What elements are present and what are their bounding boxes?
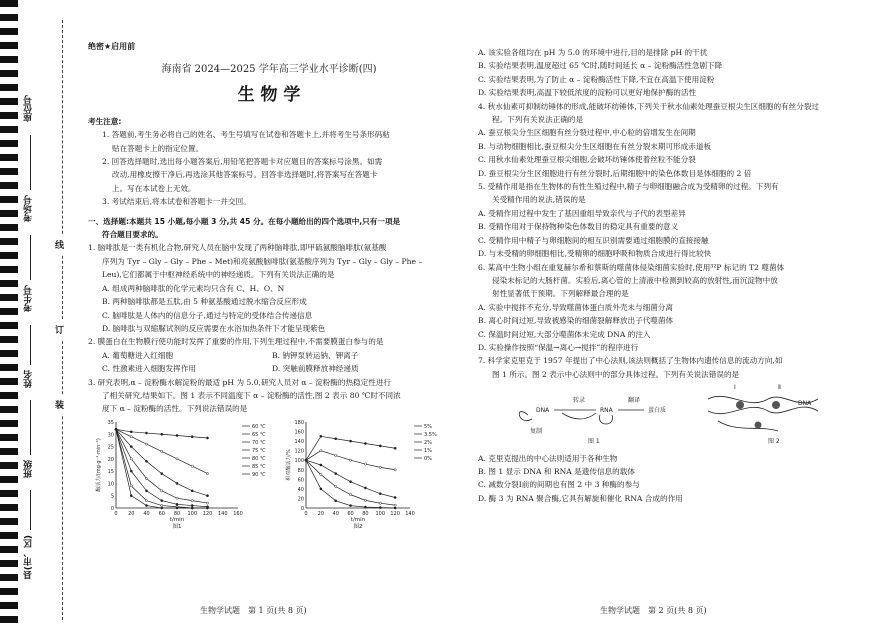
fig1-replicate: 复制 [530,428,543,436]
q5-line: 关受精作用的说法,错误的是 [492,195,586,205]
fig1-dna: DNA [536,407,550,415]
reverse-transcription-arrow [562,413,596,419]
x-tick-label: 20 [317,510,325,517]
fig1-protein: 蛋白质 [648,407,667,415]
data-point [349,480,351,482]
q3-option: D. 实验结果表明,高温下较低浓度的淀粉可以更好地保护酶的活性 [478,88,697,98]
rna-replication-arrow [599,415,612,424]
note-line: 1. 答题前,考生务必将自己的姓名、考生号填写在试卷和答题卡上,并将考生号条形码粘 [102,130,390,140]
data-point [161,499,163,501]
data-point [130,445,132,447]
q5-option: A. 受精作用过程中发生了基因重组导致亲代与子代的表型差异 [478,208,686,218]
data-point [335,454,337,456]
x-axis-label: t/min [350,516,366,523]
x-tick-label: 80 [362,510,369,517]
legend-entry: 3.5% [424,431,437,438]
fig2-label-ii: Ⅱ [778,384,781,392]
data-point [191,499,193,501]
fig1-translate: 翻译 [628,397,641,405]
data-point [320,449,322,451]
data-point [320,464,322,466]
question-1 [88,241,450,335]
legend-entry: 2% [424,439,432,446]
x-tick-label: 120 [202,510,213,517]
data-point [364,506,366,508]
secret-label: 绝密★启用前 [88,42,136,51]
data-point [145,443,147,445]
q1-line: 1. 脑啡肽是一类有机化合物,研究人员在脑中发现了两种脑啡肽,即甲硫氨酸脑啡肽(氨基酸 [88,243,387,253]
x-tick-label: 0 [114,510,118,517]
x-tick-label: 0 [304,510,308,517]
data-point [161,489,163,491]
fig1-caption: 图 1 [588,438,600,446]
x-tick-label: 120 [390,510,400,517]
data-point [161,450,163,452]
y-tick-label: 140 [294,438,304,445]
q3-option: C. 实验结果表明,为了防止 α – 淀粉酶活性下降,不宜在高温下使用淀粉 [478,74,715,84]
data-point [206,437,208,439]
legend-entry: 0% [424,455,432,462]
data-point [145,432,147,434]
data-point [161,433,163,435]
data-point [364,442,366,444]
legend-entry: 5% [424,423,432,430]
fig2-rna-strand [718,421,778,431]
fig2-strand-bottom [708,407,818,414]
q1-option: B. 两种脑啡肽都是五肽,由 5 种氨基酸通过脱水缩合反应形成 [102,297,307,307]
x-tick-label: 100 [375,510,386,517]
cut-mark-line: 线 [55,235,64,254]
data-point [394,496,396,498]
field-county: 县(市、区) [24,535,34,580]
data-point [115,428,117,430]
data-point [176,507,178,509]
q3-line: 度下 α – 淀粉酶的活性。下列说法错误的是 [102,404,248,414]
y-tick-label: 180 [294,419,304,426]
q1-line: Leu),它们都属于中枢神经系统中的神经递质。下列有关说法正确的是 [102,270,335,280]
y-tick-label: 60 [297,477,304,484]
q4-option: C. 用秋水仙素处理蚕豆根尖细胞,会破坏纺锤体使着丝粒不能分裂 [478,155,696,165]
field-line [30,235,31,280]
data-point [379,506,381,508]
data-point [206,502,208,504]
y-axis-label: 酶活力/(mg·g⁻¹·min⁻¹) [96,437,102,492]
q1-option: C. 脑啡肽是人体内的信息分子,通过与特定的受体结合传递信息 [102,310,313,320]
data-point [379,492,381,494]
field-line [30,490,31,530]
field-room: 考场号 [24,195,34,222]
legend-entry: 1% [424,447,432,454]
q4-option: D. 蚕豆根尖分生区细胞进行有丝分裂时,后期细胞中的染色体数目是体细胞的 2 倍 [478,168,752,178]
q6-option: B. 离心时间过短,导致被感染的细菌裂解释放出子代噬菌体 [478,316,674,326]
q2-option-c: C. 性激素进入细胞发挥作用 [102,364,196,374]
q5-option: D. 与未受精的卵细胞相比,受精卵的细胞呼吸和物质合成进行得比较快 [478,249,712,259]
data-point [394,507,396,509]
data-point [161,504,163,506]
q6-option: C. 保温时间过短,大部分噬菌体未完成 DNA 的注入 [478,329,651,339]
data-point [145,460,147,462]
x-tick-label: 160 [233,510,243,517]
data-point [191,507,193,509]
chart-caption: 图2 [353,523,363,530]
q4-option: B. 与动物细胞相比,蚕豆根尖分生区细胞在有丝分裂末期可形成赤道板 [478,141,712,151]
data-point [394,447,396,449]
data-point [176,434,178,436]
data-point [305,459,307,461]
data-point [335,485,337,487]
data-point [206,507,208,509]
y-tick-label: 20 [297,496,304,503]
data-point [394,468,396,470]
fig1-rna: RNA [600,407,613,415]
footer-right: 生物学试题 第 2 页(共 8 页) [600,606,707,615]
series-line [306,460,395,497]
data-point [130,485,132,487]
note-line: 贴在答题卡上的指定位置。 [112,143,204,153]
left-column [88,40,450,538]
x-tick-label: 20 [128,510,135,517]
q6-line: 侵染未标记的大肠杆菌。实验后,离心管的上清液中检测到较高的放射性,而沉淀物中放 [492,275,778,285]
y-tick-label: 30 [107,432,114,439]
q5-line: 5. 受精作用是指在生物体的有性生殖过程中,精子与卵细胞融合成为受精卵的过程。下列有 [478,182,779,192]
data-point [335,499,337,501]
data-point [145,489,147,491]
chart-2 [285,420,437,530]
data-point [145,477,147,479]
note-line: 2. 回答选择题时,选出每小题答案后,用铅笔把答题卡对应题目的答案标号涂黑。如需 [102,157,383,167]
x-tick-label: 40 [143,510,150,517]
y-tick-label: 100 [294,457,304,464]
y-tick-label: 15 [107,468,114,475]
fig2-caption: 图 2 [768,438,780,446]
data-point [206,472,208,474]
right-column [478,46,850,505]
data-point [191,435,193,437]
data-point [379,502,381,504]
data-point [176,497,178,499]
data-point [320,473,322,475]
q4-option: A. 蚕豆根尖分生区细胞有丝分裂过程中,中心粒的倍增发生在间期 [478,128,696,138]
q7-option: C. 减数分裂Ⅰ前的间期也有图 2 中 3 种酶的参与 [478,480,640,490]
data-point [191,489,193,491]
q7-figures [478,381,850,447]
footer-left: 生物学试题 第 1 页(共 8 页) [200,606,307,615]
q6-option: D. 实验操作按照“保温→离心→搅拌”的程序进行 [478,342,639,352]
y-axis-label: 相对酶活力/% [286,449,292,481]
data-point [379,466,381,468]
q4-line: 4. 秋水仙素可抑制纺锤体的形成,能破坏纺锤体,下列关于秋水仙素处理蚕豆根尖生区细胞的有丝分裂过 [478,101,820,111]
q6-option: A. 实验中搅拌不充分,导致噬菌体蛋白质外壳未与细菌分离 [478,302,673,312]
data-point [130,494,132,496]
series-line [116,429,208,506]
q4-line: 程。下列有关说法正确的是 [492,115,584,125]
chart-caption: 图1 [172,523,182,530]
legend-entry: 80 ℃ [252,455,266,462]
data-point [364,487,366,489]
data-point [349,493,351,495]
legend-entry: 85 ℃ [252,463,266,470]
data-point [145,504,147,506]
q5-option: C. 受精作用中精子与卵细胞间的相互识别需要通过细胞膜的直接接触 [478,235,709,245]
data-point [191,504,193,506]
data-point [379,445,381,447]
data-point [191,465,193,467]
q7-line: 7. 科学家克里克于 1957 年提出了中心法则,该法则概括了生物体内遗传信息的流动方向,如 [478,356,783,366]
data-point [349,504,351,506]
q2-stem: 2. 膜蛋白在生物膜行使功能时发挥了重要的作用,下列生理过程中,不需要膜蛋白参与的是 [88,337,384,347]
fig1-transcribe: 转录 [573,397,586,405]
y-tick-label: 80 [297,467,304,474]
data-point [364,463,366,465]
q7-option: A. 克里克提出的中心法则适用于各种生物 [478,453,618,463]
fig2-enzyme [736,401,744,409]
x-tick-label: 80 [173,510,181,517]
data-point [349,440,351,442]
data-point [145,499,147,501]
x-tick-label: 40 [332,510,339,517]
y-tick-label: 10 [107,481,114,488]
legend-entry: 70 ℃ [252,439,266,446]
q7-option: D. 酶 3 为 RNA 聚合酶,它具有解旋和催化 RNA 合成的作用 [478,493,683,503]
q1-option: A. 组成两种脑啡肽的化学元素均只含有 C、H、O、N [102,283,285,293]
data-point [176,503,178,505]
replication-arrow [519,412,532,421]
q2-option-d: D. 突触前膜释放神经递质 [272,364,359,374]
field-line [30,400,31,455]
x-tick-label: 140 [405,510,415,517]
y-tick-label: 40 [297,486,304,493]
field-name: 姓名 [24,370,34,388]
y-tick-label: 0 [300,505,304,512]
data-point [130,458,132,460]
fig2-dna: DNA [798,400,812,408]
q3-line: 了相关研究,结果如下。图 1 表示不同温度下 α – 淀粉酶的活性,图 2 表示 80 ℃时不同浓 [102,390,401,400]
field-line [30,135,31,190]
y-tick-label: 25 [107,444,114,451]
binding-margin [0,0,78,630]
data-point [130,435,132,437]
x-tick-label: 60 [158,510,165,517]
data-point [206,494,208,496]
y-tick-label: 5 [110,493,114,500]
data-point [335,472,337,474]
note-line: 上。写在本试卷上无效。 [112,183,196,193]
subject-title: 生 物 学 [237,84,301,105]
field-id: 考生号 [24,285,34,312]
data-point [320,488,322,490]
series-line [116,429,208,508]
y-tick-label: 20 [107,456,114,463]
field-seat: 座位号 [24,95,34,122]
legend-entry: 90 ℃ [252,471,266,478]
question-3 [88,376,450,416]
section-heading: 一、选择题:本题共 15 小题,每小题 3 分,共 45 分。在每小题给出的四个选项中,只有一项是 [88,216,401,226]
q6-line: 6. 某高中生物小组在重复赫尔希和蔡斯的噬菌体侵染细菌实验时,使用³²P 标记的 T2 噬菌体 [478,262,785,272]
data-point [349,459,351,461]
data-point [176,458,178,460]
y-tick-label: 160 [294,429,304,436]
data-point [364,499,366,501]
data-point [130,470,132,472]
cut-mark-pack: 装 [55,395,64,414]
field-class: 班级 [24,460,34,478]
data-point [176,482,178,484]
q6-line: 射性显著低于预期。下列解释最合理的是 [492,289,629,299]
y-tick-label: 0 [110,505,114,512]
y-tick-label: 35 [107,419,114,426]
q3-charts [88,416,450,534]
fig2-label-i: Ⅰ [734,384,736,392]
x-axis-label: t/min [169,516,185,523]
data-point [130,430,132,432]
series-line [116,429,208,508]
binding-stripes [0,0,18,630]
x-tick-label: 140 [217,510,228,517]
data-point [320,435,322,437]
y-tick-label: 120 [294,448,304,455]
fig2-enzyme [755,422,762,429]
q3-option: A. 该实验各组均在 pH 为 5.0 的环境中进行,目的是排除 pH 的干扰 [478,48,708,57]
x-tick-label: 100 [187,510,198,517]
q3-line: 3. 研究表明,α – 淀粉酶水解淀粉的最适 pH 为 5.0,研究人员对 α – 淀粉酶的热稳定性进行 [88,377,392,387]
q1-line: 序列为 Tyr – Gly – Gly – Phe – Met)和亮氨酸脑啡肽(氨基酸序列为 Tyr – Gly – Gly – Phe – [102,256,423,266]
chart-1 [95,420,266,530]
x-tick-label: 60 [347,510,354,517]
q3-option: B. 实验结果表明,温度超过 65 ℃时,随时间延长 α – 淀粉酶活性急剧下降 [478,61,723,71]
data-point [161,507,163,509]
legend-entry: 75 ℃ [252,447,266,454]
q2-option-a: A. 葡萄糖进入红细胞 [102,350,174,360]
exam-title: 海南省 2024—2025 学年高三学业水平诊断(四) [161,64,377,76]
fig2-enzyme [772,401,780,409]
q1-option: D. 脑啡肽与双缩脲试剂的反应需要在水浴加热条件下才能呈现紫色 [102,323,326,333]
legend-entry: 60 ℃ [252,423,266,430]
question-2 [88,335,450,375]
legend-entry: 65 ℃ [252,431,266,438]
note-line: 改动,用橡皮擦干净后,再选涂其他答案标号。回答非选择题时,将答案写在答题卡 [112,170,378,180]
series-line [116,429,208,495]
data-point [335,437,337,439]
note-line: 3. 考试结束后,将本试卷和答题卡一并交回。 [102,197,251,207]
q2-option-b: B. 钠钾泵转运钠、钾离子 [272,350,359,360]
field-line [30,325,31,365]
q7-line: 图 1 所示。图 2 表示中心法则中的部分具体过程。下列有关说法错误的是 [492,369,740,379]
notes-title: 考生注意: [88,116,122,126]
data-point [161,472,163,474]
data-point [394,504,396,506]
section-heading: 符合题目要求的。 [102,230,163,240]
q7-option: B. 图 1 显示 DNA 和 RNA 是遗传信息的载体 [478,466,635,476]
cut-mark-bind: 订 [55,320,64,339]
q5-option: B. 受精作用对于保持物种染色体数目的稳定具有重要的意义 [478,222,679,232]
